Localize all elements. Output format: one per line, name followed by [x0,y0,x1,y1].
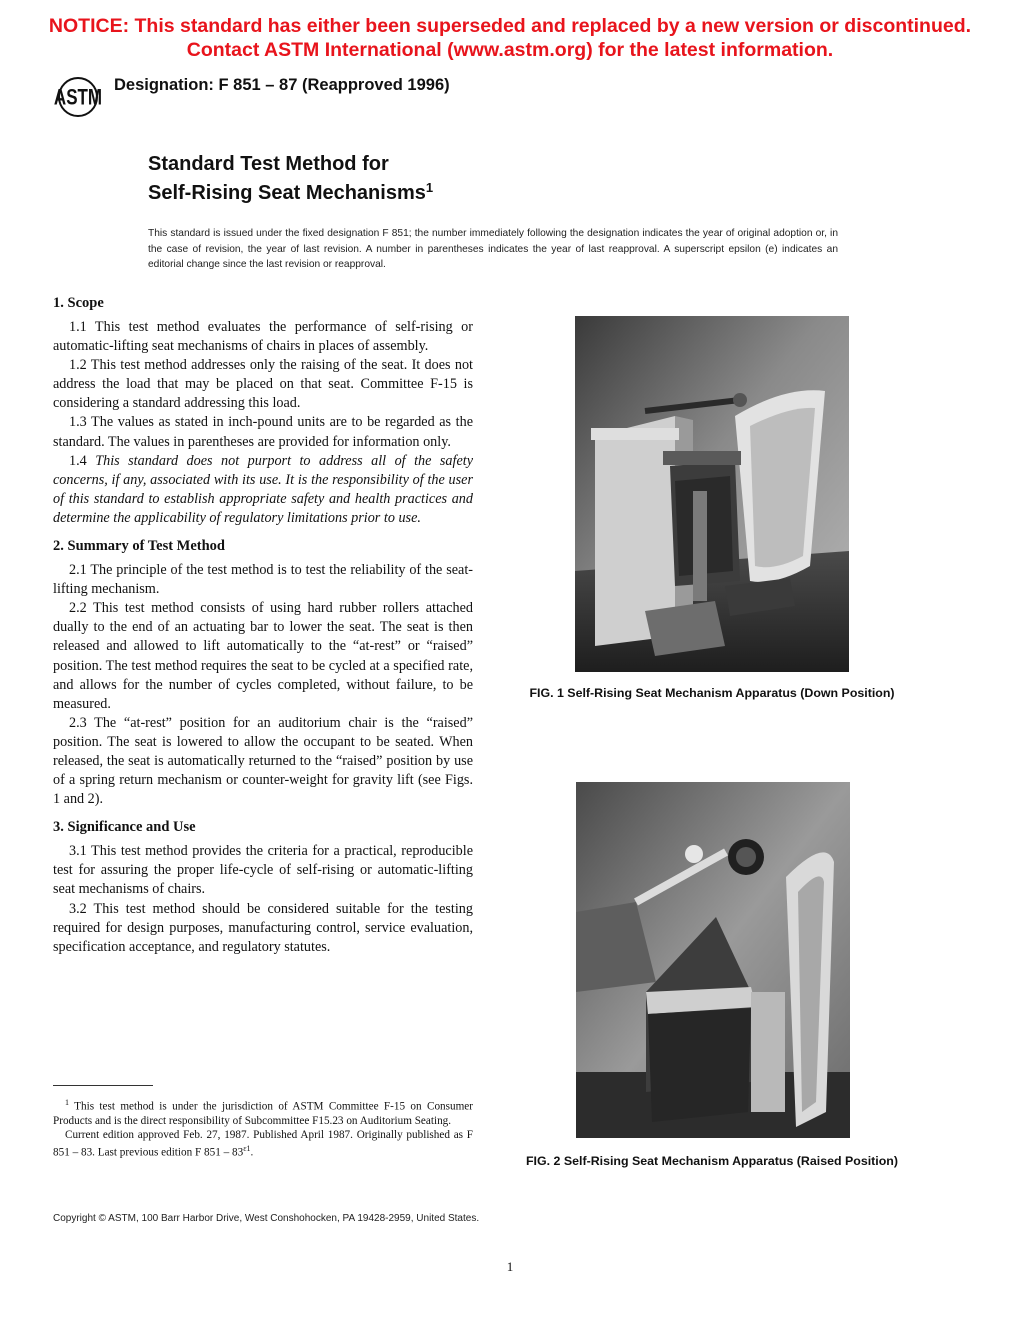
section-heading: 3. Significance and Use [53,819,196,836]
paragraph: 2.1 The principle of the test method is to test the reliability of the seat-lifting mechanism. [53,562,473,598]
footnote-divider [53,1085,153,1086]
figure-2-caption: FIG. 2 Self-Rising Seat Mechanism Apparatus (Raised Position) [525,1154,899,1168]
paragraph: 2.3 The “at-rest” position for an auditorium chair is the “raised” position. The seat is lowered to allow the occupant to be seated. When released, the seat is automatically returned to the “raised” position by use of a spring return mechanism or counter-weight for gravity lift (see Figs. 1 and 2). [53,714,473,808]
astm-logo-icon [52,76,104,118]
paragraph: 3.2 This test method should be considered suitable for the testing required for design purposes, manufacturing control, service evaluation, specification acceptance, and regulatory statutes. [53,900,473,955]
figure-1-caption: FIG. 1 Self-Rising Seat Mechanism Apparatus (Down Position) [529,686,895,700]
section-significance [53,818,473,957]
designation: Designation: F 851 – 87 (Reapproved 1996) [114,76,450,94]
paragraph: 1.2 This test method addresses only the raising of the seat. It does not address the load that may be placed on that seat. Committee F-15 is considering a standard addressing this load. [53,357,473,412]
copyright-line: Copyright © ASTM, 100 Barr Harbor Drive, West Conshohocken, PA 19428-2959, United States. [53,1213,480,1224]
paragraph: 1.3 The values as stated in inch-pound units are to be regarded as the standard. The values in parentheses are provided for information only. [53,414,473,450]
title-line-1: Standard Test Method for [148,153,389,175]
svg-text:ASTM: ASTM [53,85,103,111]
footnote [53,1096,473,1160]
page-number: 1 [506,1259,514,1274]
section-heading: 1. Scope [53,295,104,311]
figure-1-photo [575,316,849,672]
title-footnote-mark: 1 [425,180,434,195]
section-scope [53,294,473,528]
page-title [148,152,433,205]
footnote-paragraph: Current edition approved Feb. 27, 1987. Published April 1987. Originally published as F 851 – 83. Last previous edition F $851 - 83^{\varepsilon 1}$. [53,1129,473,1160]
paragraph: 1.1 This test method evaluates the performance of self-rising or automatic-lifting seat mechanisms of chairs in places of assembly. [53,319,473,355]
section-heading: 2. Summary of Test Method [53,538,225,555]
paragraph: 1.4 This standard does not purport to address all of the safety concerns, if any, associated with its use. It is the responsibility of the user of this standard to establish appropriate safety and health practices and determine the applicability of regulatory limitations prior to use. [53,452,473,526]
footnote-paragraph: $^1$ This test method is under the jurisdiction of ASTM Committee F-15 on Consumer Products and is the direct responsibility of Subcommittee F15.23 on Auditorium Seating. [53,1098,473,1127]
title-line-2: Self-Rising Seat Mechanisms$^1$ [148,180,434,204]
safety-caveat: This standard does not purport to address all of the safety concerns, if any, associated with its use. It is the responsibility of the user of this standard to establish appropriate safety and health practices and determine the applicability of regulatory limitations prior to use. [53,452,473,526]
figure-2-photo [576,782,850,1138]
notice-banner [0,14,1020,62]
section-summary [53,537,473,809]
notice-line-1: NOTICE: This standard has either been superseded and replaced by a new version or discontinued. [48,15,972,37]
paragraph: 2.2 This test method consists of using hard rubber rollers attached dually to the end of an actuating bar to lower the seat. The seat is then released and allowed to lift automatically to the “at-rest” or “raised” position. The test method requires the seat to be cycled at a specified rate, and allows for the number of cycles completed, without failure, to be measured. [53,600,473,712]
notice-line-2: Contact ASTM International (www.astm.org) for the latest information. [186,39,834,61]
paragraph: 3.1 This test method provides the criteria for a practical, reproducible test for assuring the proper life-cycle of self-rising or automatic-lifting seat mechanisms of chairs. [53,843,473,898]
body-left-column [53,294,473,966]
issued-note: This standard is issued under the fixed designation F 851; the number immediately following the designation indicates the year of original adoption or, in the case of revision, the year of last revision. A number in parentheses indicates the year of last reapproval. A superscript epsilon (e) indicates an editorial change since the last revision or reapproval. [148,228,838,270]
